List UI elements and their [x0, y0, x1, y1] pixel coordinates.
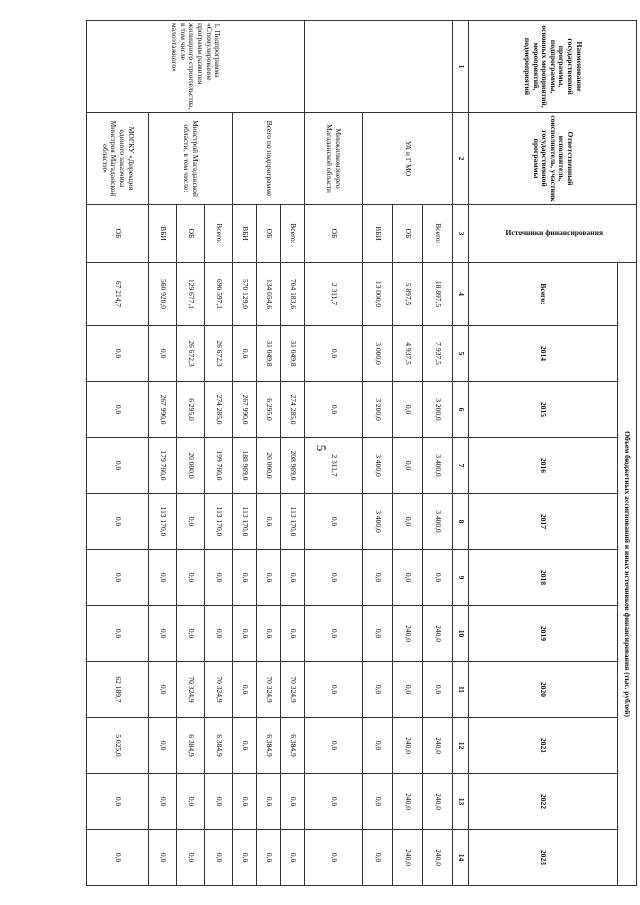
- header-year: 2015: [469, 382, 618, 438]
- value-cell: 240,0: [423, 774, 453, 830]
- value-cell: 0,0: [149, 326, 177, 382]
- value-cell: 0,0: [305, 662, 363, 718]
- row-name-cell: [305, 21, 453, 113]
- value-cell: 6 295,0: [177, 382, 205, 438]
- value-cell: 0,0: [177, 830, 205, 886]
- value-cell: 0,0: [305, 326, 363, 382]
- value-cell: 0,0: [363, 606, 393, 662]
- col-number: 1: [453, 21, 469, 113]
- value-cell: 240,0: [423, 830, 453, 886]
- value-cell: 0,0: [87, 830, 149, 886]
- value-cell: 3 200,0: [363, 382, 393, 438]
- header-executor: Ответственный исполнитель, соисполнитель, участник государственной программы: [469, 113, 637, 205]
- value-cell: 113 170,0: [205, 494, 233, 550]
- value-cell: 0,0: [393, 494, 423, 550]
- col-number: 4: [453, 263, 469, 326]
- table-row: [205, 21, 233, 886]
- value-cell: 240,0: [393, 718, 423, 774]
- value-cell: 240,0: [393, 606, 423, 662]
- value-cell: 704 183,6: [281, 263, 305, 326]
- col-number: 3: [453, 205, 469, 263]
- value-cell: 0,0: [87, 774, 149, 830]
- row-source-cell: ОБ: [87, 205, 149, 263]
- value-cell: 188 969,0: [233, 438, 257, 494]
- value-cell: 0,0: [393, 662, 423, 718]
- value-cell: 3 400,0: [363, 438, 393, 494]
- value-cell: 113 170,0: [233, 494, 257, 550]
- col-number: 9: [453, 550, 469, 606]
- subprogram-name-cell: 1. Подпрограмма «Стимулирование программ развития жилищного строительства, в том числе малоэтажного»: [87, 21, 305, 113]
- value-cell: 0,0: [363, 774, 393, 830]
- value-cell: 0,0: [233, 774, 257, 830]
- row-source-cell: Всего:: [423, 205, 453, 263]
- value-cell: 0,0: [177, 606, 205, 662]
- value-cell: 31 049,8: [281, 326, 305, 382]
- header-year: 2018: [469, 550, 618, 606]
- value-cell: 0,0: [233, 718, 257, 774]
- value-cell: 0,0: [87, 438, 149, 494]
- value-cell: 0,0: [305, 382, 363, 438]
- value-cell: 67 214,7: [87, 263, 149, 326]
- header-year: 2017: [469, 494, 618, 550]
- value-cell: 0,0: [257, 606, 281, 662]
- header-year: 2023: [469, 830, 618, 886]
- header-year: 2022: [469, 774, 618, 830]
- value-cell: 0,0: [257, 494, 281, 550]
- value-cell: 4 937,5: [393, 326, 423, 382]
- value-cell: 26 672,3: [177, 326, 205, 382]
- row-executor-cell: Минжилкомэнерго Магаданской области: [305, 113, 363, 205]
- table-row: [87, 21, 149, 886]
- table-row: [423, 21, 453, 886]
- value-cell: 560 920,0: [149, 263, 177, 326]
- value-cell: 0,0: [87, 494, 149, 550]
- value-cell: 0,0: [257, 830, 281, 886]
- value-cell: 134 054,6: [257, 263, 281, 326]
- value-cell: 0,0: [149, 830, 177, 886]
- col-number: 5: [453, 326, 469, 382]
- header-year: 2019: [469, 606, 618, 662]
- value-cell: 240,0: [423, 606, 453, 662]
- value-cell: 0,0: [177, 494, 205, 550]
- row-source-cell: ВБИ: [149, 205, 177, 263]
- value-cell: 0,0: [149, 606, 177, 662]
- value-cell: 3 000,0: [363, 326, 393, 382]
- value-cell: 2 311,7: [305, 263, 363, 326]
- value-cell: 0,0: [393, 550, 423, 606]
- value-cell: 0,0: [305, 494, 363, 550]
- value-cell: 0,0: [149, 662, 177, 718]
- header-year: 2014: [469, 326, 618, 382]
- value-cell: 3 400,0: [363, 494, 393, 550]
- row-source-cell: Всего:: [205, 205, 233, 263]
- value-cell: 0,0: [177, 550, 205, 606]
- value-cell: 0,0: [205, 550, 233, 606]
- col-number: 8: [453, 494, 469, 550]
- value-cell: 113 170,0: [281, 494, 305, 550]
- row-source-cell: ВБИ: [363, 205, 393, 263]
- row-source-cell: ОБ: [305, 205, 363, 263]
- value-cell: 0,0: [233, 550, 257, 606]
- page-number: 5: [314, 444, 329, 452]
- col-number: 12: [453, 718, 469, 774]
- value-cell: 13 000,0: [363, 263, 393, 326]
- value-cell: 6 384,9: [281, 718, 305, 774]
- value-cell: 0,0: [363, 550, 393, 606]
- value-cell: 0,0: [233, 326, 257, 382]
- value-cell: 0,0: [393, 382, 423, 438]
- value-cell: 20 000,0: [257, 438, 281, 494]
- value-cell: 240,0: [393, 830, 423, 886]
- value-cell: 0,0: [205, 606, 233, 662]
- value-cell: 70 324,9: [257, 662, 281, 718]
- value-cell: 0,0: [87, 550, 149, 606]
- value-cell: 267 990,0: [149, 382, 177, 438]
- col-number: 7: [453, 438, 469, 494]
- value-cell: 0,0: [233, 830, 257, 886]
- value-cell: 7 937,5: [423, 326, 453, 382]
- value-cell: 26 672,3: [205, 326, 233, 382]
- value-cell: 0,0: [87, 606, 149, 662]
- col-number: 6: [453, 382, 469, 438]
- value-cell: 0,0: [281, 830, 305, 886]
- value-cell: 0,0: [281, 550, 305, 606]
- value-cell: 2 311,7: [305, 438, 363, 494]
- col-number: 14: [453, 830, 469, 886]
- value-cell: 0,0: [233, 606, 257, 662]
- value-cell: 267 990,0: [233, 382, 257, 438]
- value-cell: 6 295,0: [257, 382, 281, 438]
- rotated-table-container: [55, 20, 637, 885]
- value-cell: 20 000,0: [177, 438, 205, 494]
- value-cell: 0,0: [423, 662, 453, 718]
- row-executor-cell: Всего по подпрограмме: [233, 113, 305, 205]
- col-number: 11: [453, 662, 469, 718]
- value-cell: 6 384,9: [205, 718, 233, 774]
- value-cell: 274 285,0: [205, 382, 233, 438]
- value-cell: 31 049,8: [257, 326, 281, 382]
- value-cell: 70 324,9: [205, 662, 233, 718]
- value-cell: 0,0: [205, 830, 233, 886]
- value-cell: 70 324,9: [281, 662, 305, 718]
- financing-table: [86, 20, 637, 886]
- value-cell: 0,0: [363, 830, 393, 886]
- value-cell: 199 760,0: [205, 438, 233, 494]
- header-name: Наименование государственной программы, подпрограммы, основных мероприятий, мероприятий, подмероприятий: [469, 21, 637, 113]
- col-number: 13: [453, 774, 469, 830]
- table-row: [305, 21, 363, 886]
- value-cell: 240,0: [393, 774, 423, 830]
- column-number-row: [453, 21, 469, 886]
- value-cell: 0,0: [281, 606, 305, 662]
- value-cell: 3 400,0: [423, 494, 453, 550]
- col-number: 2: [453, 113, 469, 205]
- value-cell: 0,0: [87, 326, 149, 382]
- value-cell: 3 400,0: [423, 438, 453, 494]
- header-year: 2021: [469, 718, 618, 774]
- value-cell: 6 384,9: [257, 718, 281, 774]
- value-cell: 690 597,1: [205, 263, 233, 326]
- value-cell: 0,0: [305, 830, 363, 886]
- value-cell: 6 384,9: [177, 718, 205, 774]
- row-source-cell: ОБ: [393, 205, 423, 263]
- row-source-cell: Всего:: [281, 205, 305, 263]
- value-cell: 5 025,0: [87, 718, 149, 774]
- header-year: 2020: [469, 662, 618, 718]
- header-year: 2016: [469, 438, 618, 494]
- value-cell: 208 969,0: [281, 438, 305, 494]
- table-row: [281, 21, 305, 886]
- value-cell: 0,0: [393, 438, 423, 494]
- row-source-cell: ОБ: [257, 205, 281, 263]
- row-executor-cell: Минстрой Магаданской области, в том числе:: [149, 113, 233, 205]
- value-cell: 129 677,1: [177, 263, 205, 326]
- header-source: Источники финансирования: [469, 205, 637, 263]
- value-cell: 0,0: [149, 718, 177, 774]
- row-source-cell: ОБ: [177, 205, 205, 263]
- value-cell: 240,0: [423, 718, 453, 774]
- row-executor-cell: МОГКУ «Дирекция единого заказчика Минстроя Магаданской области»: [87, 113, 149, 205]
- value-cell: 0,0: [281, 774, 305, 830]
- value-cell: 0,0: [257, 774, 281, 830]
- value-cell: 0,0: [305, 718, 363, 774]
- value-cell: 0,0: [305, 774, 363, 830]
- value-cell: 3 200,0: [423, 382, 453, 438]
- value-cell: 0,0: [177, 774, 205, 830]
- value-cell: 0,0: [305, 550, 363, 606]
- value-cell: 0,0: [423, 550, 453, 606]
- row-source-cell: ВБИ: [233, 205, 257, 263]
- value-cell: 18 897,5: [423, 263, 453, 326]
- value-cell: 274 285,0: [281, 382, 305, 438]
- header-funding-group: Объем бюджетных ассигнований и иных источников финансирования (тыс. рублей): [618, 263, 637, 886]
- header-total: Всего:: [469, 263, 618, 326]
- value-cell: 570 129,0: [233, 263, 257, 326]
- value-cell: 0,0: [205, 774, 233, 830]
- value-cell: 62 189,7: [87, 662, 149, 718]
- row-executor-cell: УА и Г МО: [363, 113, 453, 205]
- value-cell: 0,0: [87, 382, 149, 438]
- value-cell: 0,0: [149, 774, 177, 830]
- value-cell: 5 897,5: [393, 263, 423, 326]
- col-number: 10: [453, 606, 469, 662]
- value-cell: 0,0: [149, 550, 177, 606]
- value-cell: 70 324,9: [177, 662, 205, 718]
- value-cell: 179 760,0: [149, 438, 177, 494]
- value-cell: 0,0: [233, 662, 257, 718]
- value-cell: 113 170,0: [149, 494, 177, 550]
- value-cell: 0,0: [305, 606, 363, 662]
- value-cell: 0,0: [363, 718, 393, 774]
- value-cell: 0,0: [257, 550, 281, 606]
- value-cell: 0,0: [363, 662, 393, 718]
